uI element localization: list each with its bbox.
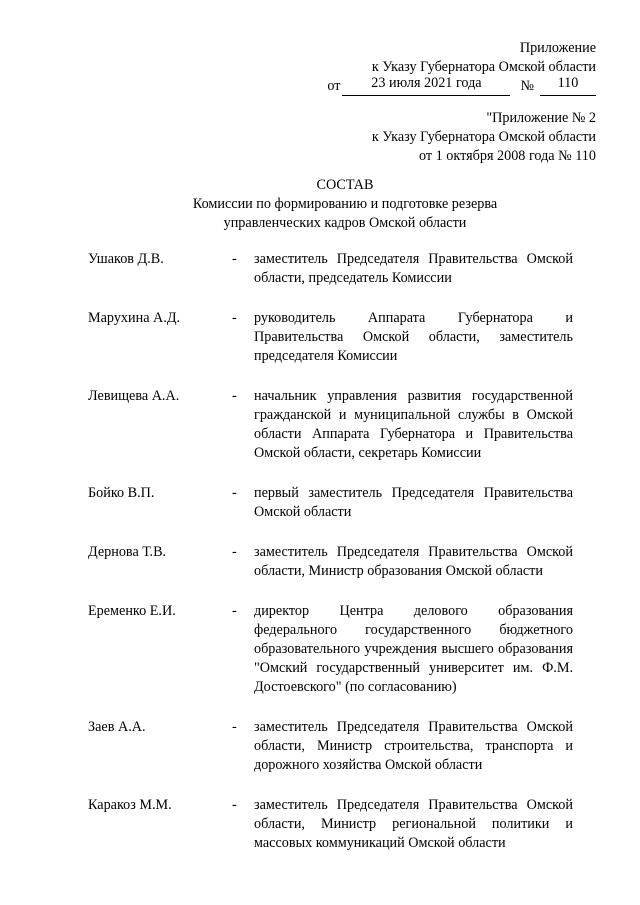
original-appendix-block <box>372 109 596 166</box>
member-name: Левищева А.А. <box>88 388 180 404</box>
member-name: Заев А.А. <box>88 719 146 735</box>
member-row <box>88 309 573 366</box>
approval-block <box>327 39 596 96</box>
member-role: руководитель Аппарата Губернатора и Правительства Омской области, заместитель председателя Комиссии <box>254 310 573 364</box>
member-role: заместитель Председателя Правительства Омской области, Министр образования Омской области <box>254 544 573 579</box>
member-dash: - <box>232 388 237 404</box>
member-dash: - <box>232 485 237 501</box>
member-row <box>88 796 573 853</box>
member-dash: - <box>232 251 237 267</box>
member-dash: - <box>232 603 237 619</box>
member-name: Дернова Т.В. <box>88 544 167 560</box>
approval-date: 23 июля 2021 года <box>342 79 510 96</box>
member-role: заместитель Председателя Правительства Омской области, Министр строительства, транспорта и дорожного хозяйства Омской области <box>254 719 573 773</box>
member-dash: - <box>232 544 237 560</box>
member-name: Марухина А.Д. <box>88 310 181 326</box>
member-row <box>88 250 573 288</box>
member-name: Бойко В.П. <box>88 485 155 501</box>
member-dash: - <box>232 797 237 813</box>
member-row <box>88 543 573 581</box>
member-name: Ушаков Д.В. <box>88 251 164 267</box>
member-row <box>88 387 573 463</box>
member-dash: - <box>232 719 237 735</box>
heading-line-2: Комиссии по формированию и подготовке резерва <box>192 196 498 212</box>
member-row <box>88 718 573 775</box>
original-line-3: от 1 октября 2008 года № 110 <box>419 148 596 164</box>
member-role: заместитель Председателя Правительства Омской области, председатель Комиссии <box>254 251 573 286</box>
approval-line-1: Приложение <box>519 40 596 56</box>
member-role: начальник управления развития государственной гражданской и муниципальной службы в Омской области Аппарата Губернатора и Правительства Омской области, секретарь Комиссии <box>254 388 573 461</box>
document-heading <box>0 176 640 233</box>
approval-line-2: к Указу Губернатора Омской области <box>371 59 596 75</box>
member-row <box>88 484 573 522</box>
number-label: № <box>520 78 534 94</box>
approval-date-line <box>327 77 596 96</box>
original-line-2: к Указу Губернатора Омской области <box>371 129 596 145</box>
from-label: от <box>327 78 341 94</box>
member-name: Еременко Е.И. <box>88 603 176 619</box>
member-role: директор Центра делового образования федерального государственного бюджетного образовательного учреждения высшего образования "Омский государственный университет им. Ф.М. Достоевского" (по согласованию) <box>254 603 573 695</box>
approval-number: 110 <box>540 79 596 96</box>
members-list <box>88 250 573 874</box>
member-role: заместитель Председателя Правительства Омской области, Министр региональной политики и массовых коммуникаций Омской области <box>254 797 573 851</box>
member-dash: - <box>232 310 237 326</box>
member-role: первый заместитель Председателя Правительства Омской области <box>254 485 573 520</box>
member-row <box>88 602 573 697</box>
original-line-1: "Приложение № 2 <box>486 110 596 126</box>
heading-title: СОСТАВ <box>316 177 374 193</box>
heading-line-3: управленческих кадров Омской области <box>223 215 467 231</box>
member-name: Каракоз М.М. <box>88 797 172 813</box>
